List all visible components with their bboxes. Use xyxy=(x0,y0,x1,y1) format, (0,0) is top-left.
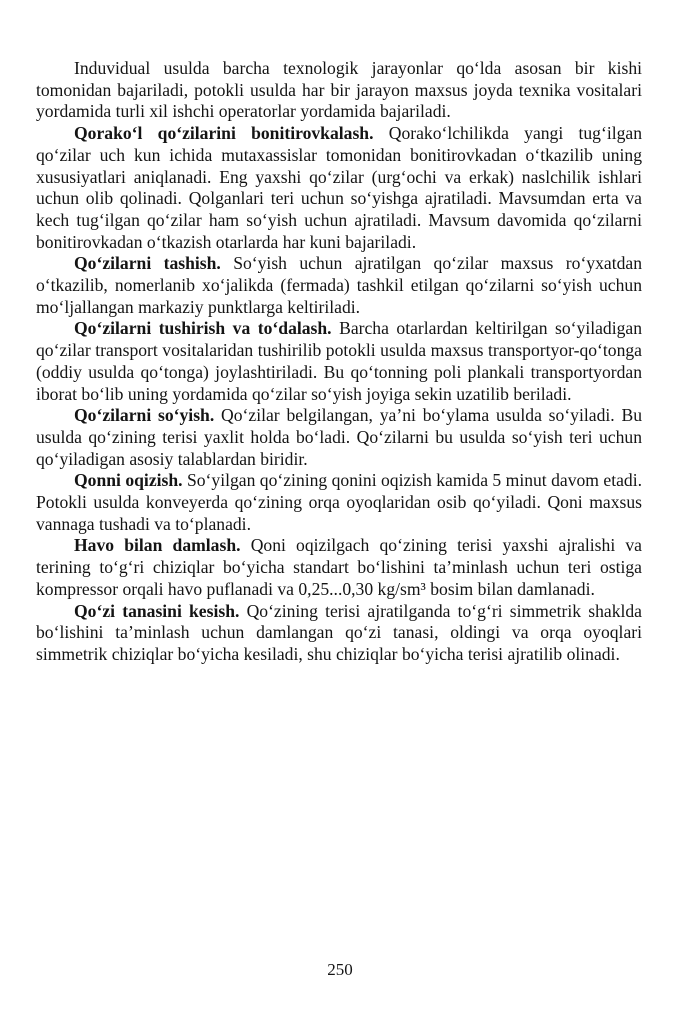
paragraph-soyish xyxy=(36,405,642,470)
paragraph-text: Barcha otarlardan keltirilgan so‘yiladigan qo‘zilar transport vositalaridan tushirilib potokli usulda maxsus transportyor-qo‘tonga (oddiy usulda qo‘tonga) joylashtiriladi. Bu qo‘tonning poli plankali transportyordan iborat bo‘lib uning yordamida qo‘zilar so‘yish joyiga sekin uzatilib beriladi. xyxy=(36,318,642,404)
paragraph-damlash xyxy=(36,535,642,600)
page-number: 250 xyxy=(327,960,353,979)
paragraph-qonni-oqizish xyxy=(36,470,642,535)
section-heading: Qorako‘l qo‘zilarini bonitirovkalash. xyxy=(74,123,374,144)
paragraph-tushirish xyxy=(36,318,642,405)
paragraph-bonitirovka xyxy=(36,123,642,253)
section-heading: Qo‘zi tanasini kesish. xyxy=(74,600,240,621)
paragraph-text: Qo‘zilar belgilangan, ya’ni bo‘ylama usulda so‘yiladi. Bu usulda qo‘zining terisi yaxlit holda bo‘ladi. Qo‘zilarni bu usulda so‘yish teri uchun qo‘yiladigan asosiy talablardan biridir. xyxy=(36,405,642,469)
paragraph-text: Qoni oqizilgach qo‘zining terisi yaxshi ajralishi va terining to‘g‘ri chiziqlar bo‘yicha standart bo‘lishini ta’minlash uchun teri ostiga kompressor orqali havo puflanadi va 0,25...0,30 kg/sm³ bosim bilan damlanadi. xyxy=(36,535,642,599)
paragraph-intro xyxy=(36,58,642,123)
paragraph-tashish xyxy=(36,253,642,318)
paragraph-tana-kesish xyxy=(36,601,642,666)
section-heading: Qo‘zilarni tashish. xyxy=(74,253,221,274)
paragraph-text: So‘yilgan qo‘zining qonini oqizish kamida 5 minut davom etadi. Potokli usulda konveyerda qo‘zining orqa oyoqlaridan osib qo‘yiladi. Qoni maxsus vannaga tushadi va to‘planadi. xyxy=(36,470,642,534)
section-heading: Havo bilan damlash. xyxy=(74,535,241,556)
paragraph-text: Qorako‘lchilikda yangi tug‘ilgan qo‘zilar uch kun ichida mutaxassislar tomonidan bonitirovkadan o‘tkazilib uning xususiyatlari aniqlanadi. Eng yaxshi qo‘zilar (urg‘ochi va erkak) naslchilik ishlari uchun olib qolinadi. Qolganlari teri uchun so‘yishga ajratiladi. Mavsumdan erta va kech tug‘ilgan qo‘zilar ham so‘yish uchun ajratiladi. Mavsum davomida qo‘zilarni bonitirovkadan o‘tkazish otarlarda har kuni bajariladi. xyxy=(36,123,643,252)
paragraph-text: Induvidual usulda barcha texnologik jarayonlar qo‘lda asosan bir kishi tomonidan bajariladi, potokli usulda har bir jarayon maxsus joyda texnika vositalari yordamida turli xil ishchi operatorlar yordamida bajariladi. xyxy=(36,58,642,122)
paragraph-text: Qo‘zining terisi ajratilganda to‘g‘ri simmetrik shaklda bo‘lishini ta’minlash uchun damlangan qo‘zi tanasi, oldingi va orqa oyoqlari simmetrik chiziqlar bo‘yicha kesiladi, shu chiziqlar bo‘yicha terisi ajratilib olinadi. xyxy=(36,600,642,664)
section-heading: Qonni oqizish. xyxy=(74,470,183,491)
page-body xyxy=(36,58,642,666)
section-heading: Qo‘zilarni tushirish va to‘dalash. xyxy=(74,318,332,339)
paragraph-text: So‘yish uchun ajratilgan qo‘zilar maxsus ro‘yxatdan o‘tkazilib, nomerlanib xo‘jalikda (fermada) tashkil etilgan qo‘zilarni so‘yish uchun mo‘ljallangan markaziy punktlarga keltiriladi. xyxy=(36,253,642,317)
section-heading: Qo‘zilarni so‘yish. xyxy=(74,405,215,426)
